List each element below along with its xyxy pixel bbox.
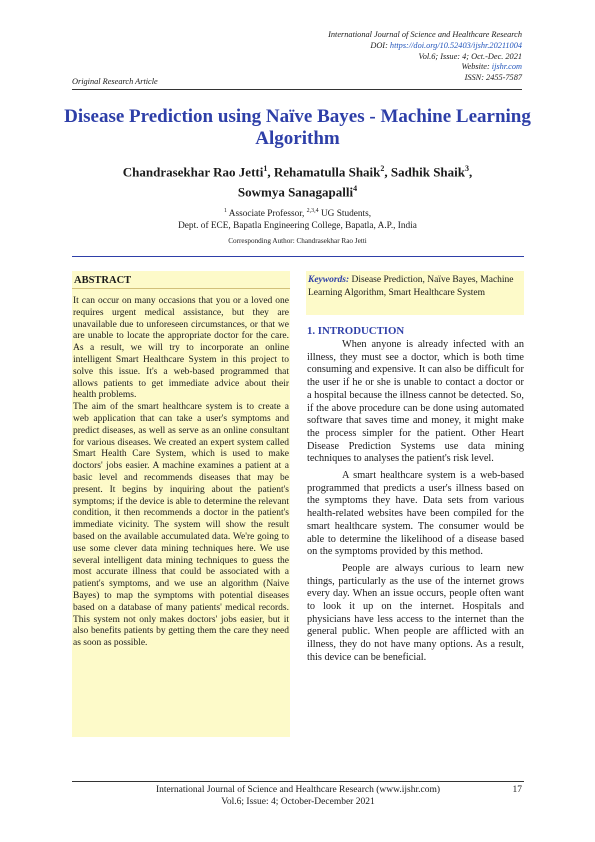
author-sup: 2 xyxy=(380,164,385,173)
doi-line xyxy=(328,41,522,52)
author-name: Sowmya Sanagapalli xyxy=(237,184,354,200)
doi-link[interactable]: https://doi.org/10.52403/ijshr.20211004 xyxy=(389,40,522,50)
website-link[interactable]: ijshr.com xyxy=(491,62,522,72)
footer-volume: Vol.6; Issue: 4; October-December 2021 xyxy=(221,797,375,807)
paper-title: Disease Prediction using Naïve Bayes - Machine Learning Algorithm xyxy=(64,106,531,149)
article-type: Original Research Article xyxy=(72,77,158,86)
intro-paragraph: A smart healthcare system is a web-based programmed that predicts a user's illness based on the symptoms they have. Data sets from various health-related websites have been compiled for the smart healthcare system. The consumer would be able to determine the likelihood of a disease based on the symptoms provided by this method. xyxy=(307,470,524,558)
header-divider xyxy=(72,89,522,90)
keywords xyxy=(308,274,522,299)
affil-sup: 1 xyxy=(223,208,227,214)
page-number: 17 xyxy=(512,785,522,795)
section-divider xyxy=(72,256,524,257)
author-name: Rehamatulla Shaik xyxy=(273,164,381,180)
author-name: Sadhik Shaik xyxy=(390,164,465,180)
affil-role: Associate Professor, xyxy=(228,209,305,220)
website-label: Website: xyxy=(461,62,490,72)
affil-role: UG Students, xyxy=(320,209,372,220)
footer-journal: International Journal of Science and Healthcare Research (www.ijshr.com) xyxy=(155,785,440,795)
abstract-paragraph: The aim of the smart healthcare system is to create a web application that can take a user's symptoms and predict diseases, as well as serve as an online consultant for various diseases. We created an expert system called Smart Health Care System, which is used to make doctors' jobs easier. A machine examines a patient at a basic level and recommends diseases that may be present. It begins by inquiring about the patient's symptoms; if the device is able to determine the relevant condition, it then recommends a doctor in the patient's immediate vicinity. The system will show the result based on the available accumulated data. We're going to use some clever data mining techniques here. We use several intelligent data mining techniques to guess the most accurate illness that could be associated with a patient's symptoms, and we use an algorithm (Naive Bayes) to map the symptoms with potential diseases based on a database of many patients' medical records. This system not only makes doctors' jobs easier, but it also benefits patients by getting them the care they need as soon as possible. xyxy=(73,402,289,649)
author-sup: 3 xyxy=(465,164,469,173)
doi-label: DOI: xyxy=(370,40,388,50)
affiliation-roles xyxy=(80,205,515,220)
author-sup: 4 xyxy=(353,184,358,194)
abstract-paragraph: It can occur on many occasions that you or a loved one requires urgent medical assistance, but they are unavailable due to unforeseen circumstances, or that we are unable to locate the appropriate doctor for the care. As a result, we will try to incorporate an online intelligent Smart Healthcare System in this project to solve this issue. It's a web-based programmed that allows patients to get immediate advice about their health problems. xyxy=(73,296,289,401)
volume-info: Vol.6; Issue: 4; Oct.-Dec. 2021 xyxy=(418,51,522,61)
corresponding-author: Corresponding Author: Chandrasekhar Rao Jetti xyxy=(228,237,367,245)
journal-name: International Journal of Science and Healthcare Research xyxy=(328,30,522,39)
introduction-heading: 1. INTRODUCTION xyxy=(307,325,405,337)
abstract-heading: ABSTRACT xyxy=(74,275,132,286)
intro-paragraph: People are always curious to learn new things, particularly as the use of the internet grows every day. When an issue occurs, people often want to look it up on the internet. Hospitals and physicians have less access to the internet than the general public. When people are afflicted with an illness, they do not have many options. As a result, this device can be beneficial. xyxy=(307,562,524,663)
introduction-body xyxy=(307,339,524,665)
website-line xyxy=(328,62,522,73)
affiliation xyxy=(80,205,515,232)
issn: ISSN: 2455-7587 xyxy=(464,73,522,83)
author-sup: 1 xyxy=(263,164,268,173)
footer-divider xyxy=(72,781,524,782)
author-list: Chandrasekhar Rao Jetti$^1$, Rehamatulla Shaik$^2$, Sadhik Shaik$^3$, Sowmya Sanagapalli$^4$ xyxy=(122,164,473,200)
journal-header xyxy=(328,30,522,84)
keywords-label: Keywords: xyxy=(308,275,350,285)
abstract-divider xyxy=(72,288,290,289)
abstract-body xyxy=(73,296,289,650)
keywords-text: Disease Prediction, Naïve Bayes, Machine Learning Algorithm, Smart Healthcare System xyxy=(308,275,514,298)
affiliation-dept: Dept. of ECE, Bapatla Engineering College, Bapatla, A.P., India xyxy=(178,221,417,232)
intro-paragraph: When anyone is already infected with an illness, they must see a doctor, which is both time consuming and expensive. It can also be difficult for the user if he or she is unable to contact a doctor or a hospital because the illness cannot be detected. So, if the above procedure can be done using automated software that saves time and money, it might make the process simpler for the patient. Other Heart Disease Prediction Systems use data mining techniques to analyses the patient's risk level. xyxy=(307,339,524,465)
author-name: Chandrasekhar Rao Jetti xyxy=(122,164,264,180)
affil-sup: 2,3,4 xyxy=(306,208,319,214)
